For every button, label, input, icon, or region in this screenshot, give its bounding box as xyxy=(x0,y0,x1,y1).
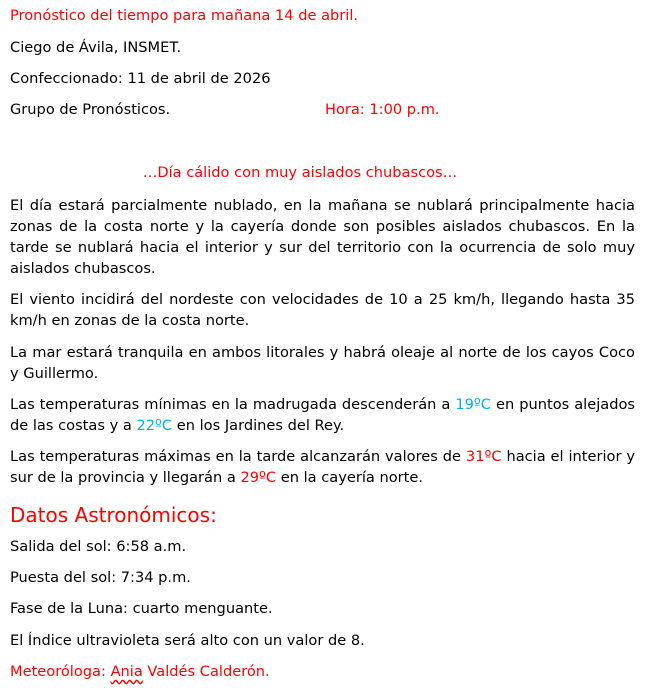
min-temp-text-2: en puntos alejados de las costas y a xyxy=(10,396,635,434)
min-temp-value-1: 19ºC xyxy=(455,396,491,413)
min-temp-value-2: 22ºC xyxy=(136,417,173,434)
signature-last-name: Valdés Calderón. xyxy=(142,663,270,680)
moon-phase-line: Fase de la Luna: cuarto menguante. xyxy=(10,600,273,617)
uv-index-line: El Índice ultravioleta será alto con un valor de 8. xyxy=(10,632,365,649)
group-label: Grupo de Pronósticos. xyxy=(10,101,171,118)
prepared-date: Confeccionado: 11 de abril de 2026 xyxy=(10,70,271,87)
sea-paragraph: La mar estará tranquila en ambos litorales y habrá oleaje al norte de los cayos Coco y Guillermo. xyxy=(10,344,635,382)
forecast-title: Pronóstico del tiempo para mañana 14 de abril. xyxy=(10,7,359,24)
signature-label: Meteoróloga: xyxy=(10,663,111,680)
min-temp-text-3: en los Jardines del Rey. xyxy=(172,417,345,434)
min-temp-text-1: Las temperaturas mínimas en la madrugada descenderán a xyxy=(10,396,456,413)
time-label: Hora: 1:00 p.m. xyxy=(325,101,440,118)
max-temp-paragraph xyxy=(10,446,635,488)
signature-line xyxy=(10,662,270,682)
location-line: Ciego de Ávila, INSMET. xyxy=(10,39,182,56)
max-temp-text-1: Las temperaturas máximas en la tarde alcanzarán valores de xyxy=(10,448,466,465)
max-temp-text-3: en la cayería norte. xyxy=(276,469,423,486)
min-temp-paragraph xyxy=(10,394,635,436)
signature-first-name: Ania xyxy=(110,663,143,680)
sunrise-line: Salida del sol: 6:58 a.m. xyxy=(10,538,187,555)
max-temp-value-1: 31ºC xyxy=(465,448,502,465)
astro-heading: Datos Astronómicos: xyxy=(10,503,217,527)
max-temp-value-2: 29ºC xyxy=(240,469,277,486)
wind-paragraph: El viento incidirá del nordeste con velocidades de 10 a 25 km/h, llegando hasta 35 km/h en zonas de la costa norte. xyxy=(10,291,635,329)
max-temp-text-2: hacia el interior y sur de la provincia y llegarán a xyxy=(10,448,635,486)
sunset-line: Puesta del sol: 7:34 p.m. xyxy=(10,569,191,586)
sky-paragraph: El día estará parcialmente nublado, en la mañana se nublará principalmente hacia zonas de la costa norte y la cayería donde son posibles aislados chubascos. En la tarde se nublará hacia el interior y sur del territorio con la ocurrencia de solo muy aislados chubascos. xyxy=(10,197,635,277)
summary-line: …Día cálido con muy aislados chubascos… xyxy=(142,164,458,181)
